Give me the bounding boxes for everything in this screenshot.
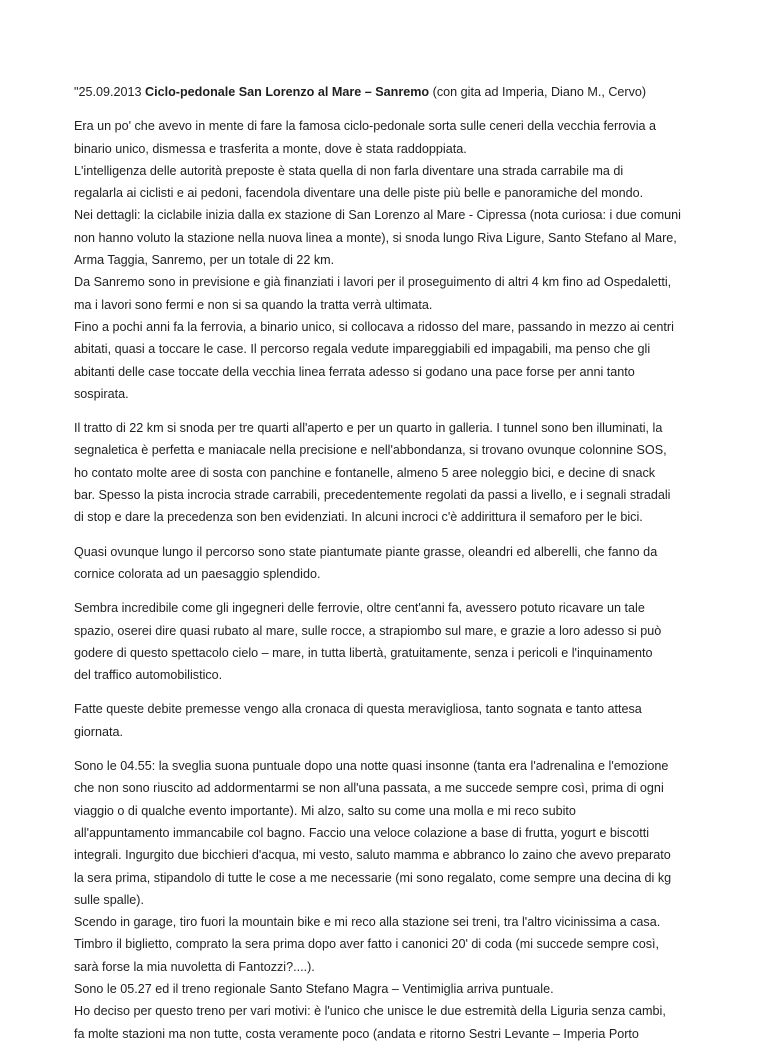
text-line: Sono le 05.27 ed il treno regionale Santo Stefano Magra – Ventimiglia arriva puntuale.: [74, 981, 554, 996]
text-line: sulle spalle).: [74, 892, 144, 907]
text-line: cornice colorata ad un paesaggio splendido.: [74, 566, 321, 581]
text-line: integrali. Ingurgito due bicchieri d'acqua, mi vesto, saluto mamma e abbranco lo zaino che avevo preparato: [74, 848, 671, 863]
text-line: bar. Spesso la pista incrocia strade carrabili, precedentemente regolati da passi a livello, e i segnali stradali: [74, 488, 671, 503]
text-line: Scendo in garage, tiro fuori la mountain bike e mi reco alla stazione sei treni, tra l'altro vicinissima a casa.: [74, 915, 661, 930]
text-line: non hanno voluto la stazione nella nuova linea a monte), si snoda lungo Riva Ligure, Santo Stefano al Mare,: [74, 230, 677, 245]
text-line: abitanti delle case toccate della vecchia linea ferrata adesso si godano una pace forse per anni tanto: [74, 364, 635, 379]
text-line: abitati, quasi a toccare le case. Il percorso regala vedute impareggiabili ed impagabili, ma penso che gli: [74, 342, 651, 357]
text-line: Arma Taggia, Sanremo, per un totale di 22 km.: [74, 253, 335, 268]
text-line: di stop e dare la precedenza son ben evidenziati. In alcuni incroci c'è addirittura il semaforo per le bici.: [74, 510, 643, 525]
text-line: Ho deciso per questo treno per vari motivi: è l'unico che unisce le due estremità della Liguria senza cambi,: [74, 1004, 666, 1019]
text-line: Era un po' che avevo in mente di fare la famosa ciclo-pedonale sorta sulle ceneri della vecchia ferrovia a: [74, 119, 657, 134]
text-line: ho contato molte aree di sosta con panchine e fontanelle, almeno 5 aree noleggio bici, e decine di snack: [74, 465, 656, 480]
title-date: "25.09.2013: [74, 85, 145, 99]
text-line: la sera prima, stipandolo di tutte le cose a me necessarie (mi sono regalato, come sempre una decina di kg: [74, 870, 672, 885]
text-line: Fatte queste debite premesse vengo alla cronaca di questa meravigliosa, tanto sognata e tanto attesa: [74, 702, 642, 717]
text-line: segnaletica è perfetta e maniacale nella precisione e nell'abbondanza, si trovano ovunque colonnine SOS,: [74, 443, 667, 458]
text-line: spazio, oserei dire quasi rubato al mare, sulle rocce, a strapiombo sul mare, e grazie a loro adesso si può: [74, 623, 662, 638]
paragraph: [74, 597, 696, 686]
document-page: [74, 81, 696, 1057]
text-line: giornata.: [74, 724, 124, 739]
paragraph: [74, 755, 696, 1045]
text-line: fa molte stazioni ma non tutte, costa veramente poco (andata e ritorno Sestri Levante – Imperia Porto: [74, 1026, 639, 1041]
text-line: binario unico, dismessa e trasferita a monte, dove è stata raddoppiata.: [74, 141, 467, 156]
text-line: che non sono riuscito ad addormentarmi se non all'una passata, a me succede sempre così, prima di ogni: [74, 781, 664, 796]
text-line: viaggio o di qualche evento importante). Mi alzo, salto su come una molla e mi reco subito: [74, 803, 576, 818]
paragraph: [74, 541, 696, 586]
paragraph: [74, 417, 696, 528]
text-line: sospirata.: [74, 386, 129, 401]
text-line: Sono le 04.55: la sveglia suona puntuale dopo una notte quasi insonne (tanta era l'adrenalina e l'emozione: [74, 759, 669, 774]
text-line: Fino a pochi anni fa la ferrovia, a binario unico, si collocava a ridosso del mare, passando in mezzo ai centri: [74, 319, 674, 334]
text-line: godere di questo spettacolo cielo – mare, in tutta libertà, gratuitamente, senza i pericoli e l'inquinamento: [74, 645, 653, 660]
paragraph: [74, 115, 696, 405]
text-line: ma i lavori sono fermi e non si sa quando la tratta verrà ultimata.: [74, 297, 433, 312]
document-title: [74, 81, 696, 103]
text-line: L'intelligenza delle autorità preposte è stata quella di non farla diventare una strada carrabile ma di: [74, 163, 624, 178]
text-line: all'appuntamento immancabile col bagno. Faccio una veloce colazione a base di frutta, yogurt e biscotti: [74, 825, 650, 840]
text-line: sarà forse la mia nuvoletta di Fantozzi?....).: [74, 959, 315, 974]
document-body: [74, 115, 696, 1045]
text-line: Il tratto di 22 km si snoda per tre quarti all'aperto e per un quarto in galleria. I tunnel sono ben illuminati, la: [74, 421, 663, 436]
text-line: del traffico automobilistico.: [74, 668, 223, 683]
title-note: (con gita ad Imperia, Diano M., Cervo): [429, 85, 647, 99]
text-line: Timbro il biglietto, comprato la sera prima dopo aver fatto i canonici 20' di coda (mi succede sempre così,: [74, 937, 660, 952]
text-line: Quasi ovunque lungo il percorso sono state piantumate piante grasse, oleandri ed alberelli, che fanno da: [74, 544, 658, 559]
text-line: Sembra incredibile come gli ingegneri delle ferrovie, oltre cent'anni fa, avessero potuto ricavare un tale: [74, 601, 645, 616]
text-line: Da Sanremo sono in previsione e già finanziati i lavori per il proseguimento di altri 4 km fino ad Ospedaletti,: [74, 275, 672, 290]
text-line: regalarla ai ciclisti e ai pedoni, facendola diventare una delle piste più belle e panoramiche del mondo.: [74, 186, 644, 201]
text-line: Nei dettagli: la ciclabile inizia dalla ex stazione di San Lorenzo al Mare - Cipressa (nota curiosa: i due comuni: [74, 208, 681, 223]
paragraph: [74, 698, 696, 743]
title-route: Ciclo-pedonale San Lorenzo al Mare – Sanremo: [145, 85, 430, 99]
